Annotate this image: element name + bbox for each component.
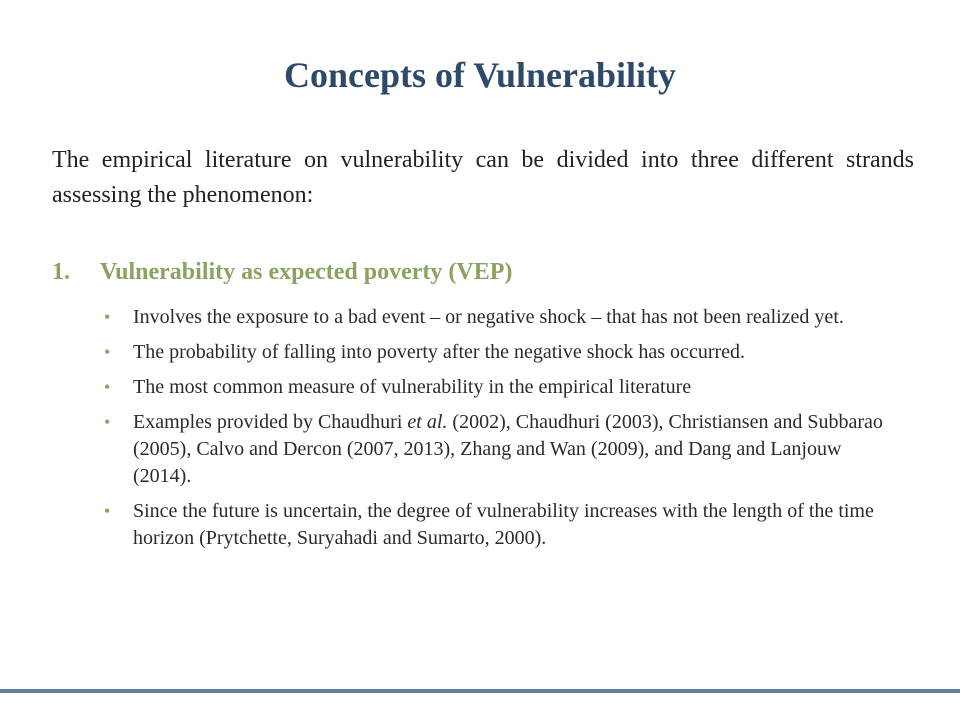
section-heading-text: Vulnerability as expected poverty (VEP) (100, 259, 513, 285)
bullet-text-post: (2002), Chaudhuri (2003), Christiansen and Subbarao (2005), Calvo and Dercon (2007, 2013), Zhang and Wan (2009), and Dang and Lanjouw (2014). (133, 411, 883, 487)
bullet-item (104, 339, 904, 366)
bullet-icon: • (104, 307, 111, 327)
bullet-text: The probability of falling into poverty after the negative shock has occurred. (133, 341, 746, 363)
bullet-text (133, 411, 883, 487)
bullet-text: Since the future is uncertain, the degree of vulnerability increases with the length of the time horizon (Prytchette, Suryahadi and Sumarto, 2000). (133, 500, 874, 549)
bullet-text-italic: et al. (407, 411, 448, 433)
bullet-text: Involves the exposure to a bad event – or negative shock – that has not been realized yet. (133, 306, 844, 328)
intro-paragraph: The empirical literature on vulnerability can be divided into three different strands assessing the phenomenon: (52, 147, 914, 208)
bullet-item (104, 409, 904, 490)
bullet-item (104, 304, 904, 331)
bullet-icon: • (104, 342, 111, 362)
bullet-text: The most common measure of vulnerability in the empirical literature (133, 376, 692, 398)
bullet-icon: • (104, 501, 111, 521)
bullet-item (104, 498, 904, 552)
bottom-divider (0, 689, 960, 693)
bullet-icon: • (104, 412, 111, 432)
section-number: 1. (52, 259, 70, 285)
bullet-text-pre: Examples provided by Chaudhuri (133, 411, 408, 433)
bullet-icon: • (104, 377, 111, 397)
section-heading (52, 256, 912, 288)
bullet-item (104, 374, 904, 401)
slide-title: Concepts of Vulnerability (283, 55, 677, 95)
bullet-list (104, 304, 904, 560)
